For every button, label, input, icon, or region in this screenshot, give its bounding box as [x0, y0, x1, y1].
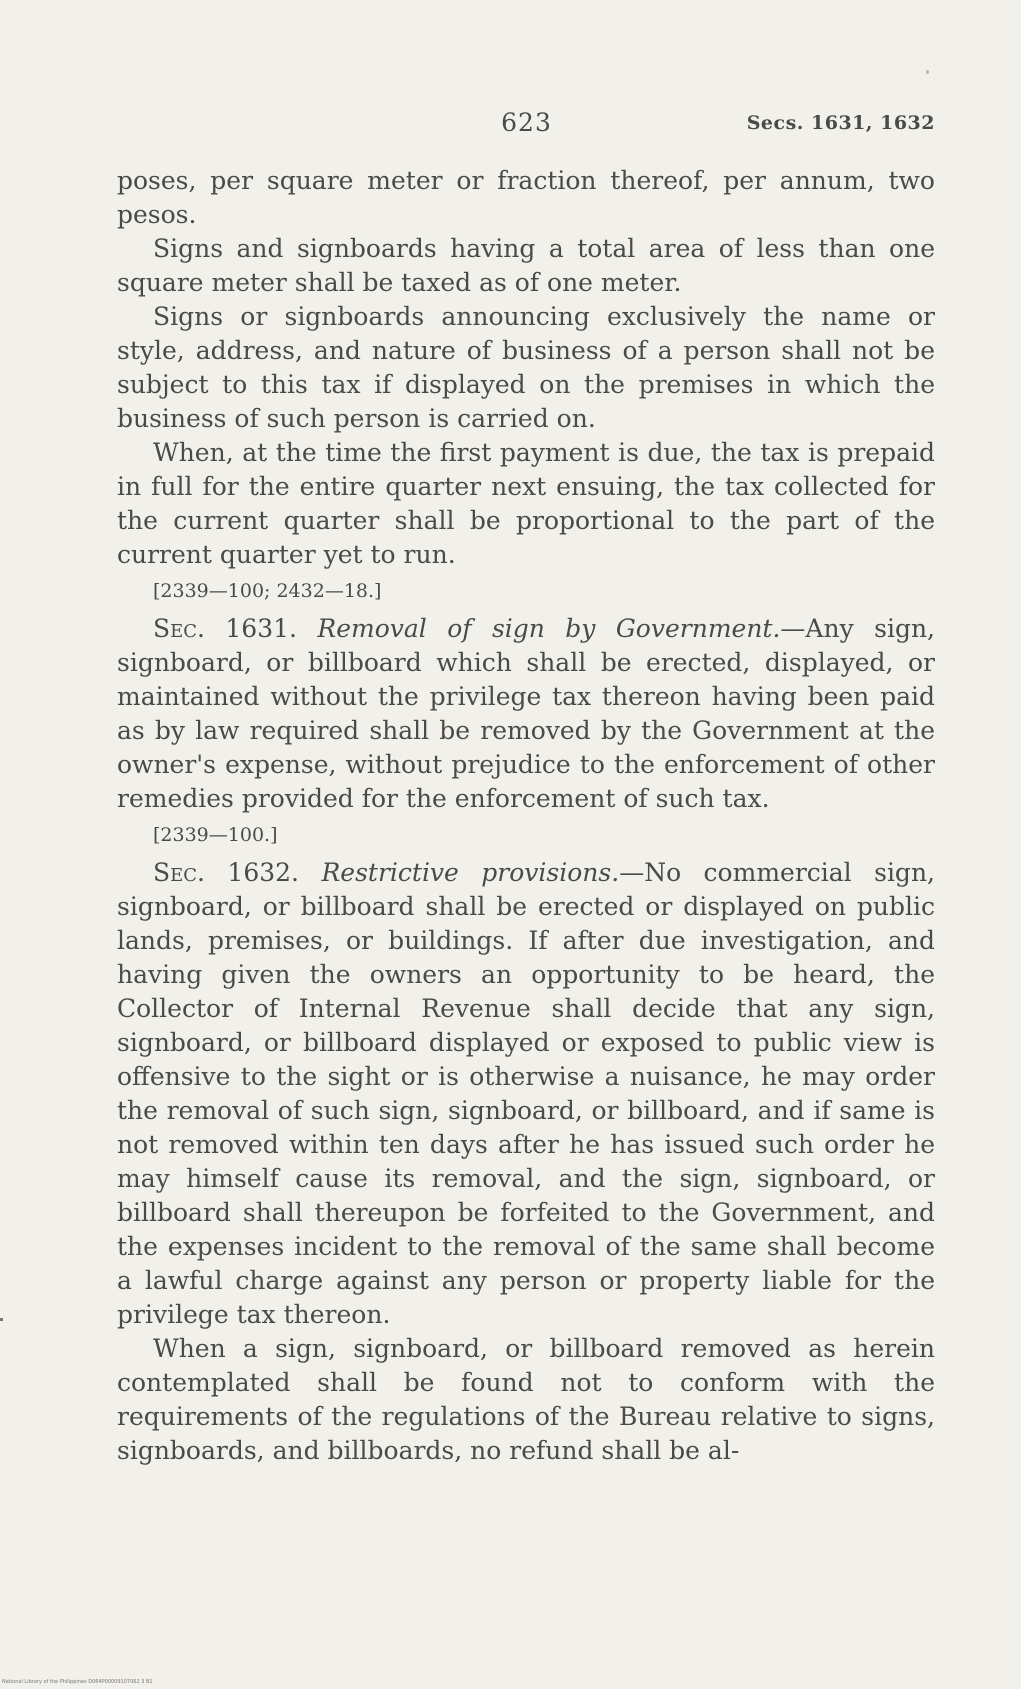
section-1632: [117, 856, 935, 1332]
citation: [2339—100; 2432—18.]: [153, 580, 382, 602]
paragraph: poses, per square meter or fraction thereof, per annum, two pesos.: [117, 166, 935, 229]
page-header: [118, 108, 935, 144]
citation: [2339—100.]: [153, 824, 278, 846]
section-title: Removal of sign by Government.: [317, 614, 781, 643]
section-label: Sec. 1631.: [153, 614, 297, 643]
section-reference: Secs. 1631, 1632: [746, 112, 935, 134]
section-body: —Any sign, signboard, or billboard which shall be erected, displayed, or maintained without the privilege tax thereon having been paid as by law required shall be removed by the Government at the owner's expense, without prejudice to the enforcement of other remedies provided for the enforcement of such tax.: [117, 614, 935, 813]
paragraph: Signs and signboards having a total area of less than one square meter shall be taxed as of one meter.: [117, 234, 935, 297]
paragraph: When, at the time the first payment is due, the tax is prepaid in full for the entire quarter next ensuing, the tax collected for the current quarter shall be proportional to the part of the current quarter yet to run.: [117, 438, 935, 569]
section-1631: [117, 612, 935, 816]
library-footer: National Library of the Philippines D064P00009107062 3 B1: [2, 1679, 153, 1685]
page-number: 623: [501, 108, 552, 137]
paragraph: When a sign, signboard, or billboard removed as herein contemplated shall be found not to conform with the requirements of the regulations of the Bureau relative to signs, signboards, and billboards, no refund shall be al-: [117, 1334, 935, 1465]
section-label: Sec. 1632.: [153, 858, 299, 887]
section-title: Restrictive provisions.: [321, 858, 620, 887]
section-body: —No commercial sign, signboard, or billboard shall be erected or displayed on public lands, premises, or buildings. If after due investigation, and having given the owners an opportunity to be heard, the Collector of Internal Revenue shall decide that any sign, signboard, or billboard displayed or exposed to public view is offensive to the sight or is otherwise a nuisance, he may order the removal of such sign, signboard, or billboard, and if same is not removed within ten days after he has issued such order he may himself cause its removal, and the sign, signboard, or billboard shall thereupon be forfeited to the Government, and the expenses incident to the removal of the same shall become a lawful charge against any person or property liable for the privilege tax thereon.: [117, 858, 935, 1329]
page-body: [117, 164, 935, 1468]
scan-speck: [926, 70, 929, 74]
scan-speck: [0, 1318, 3, 1321]
paragraph: Signs or signboards announcing exclusively the name or style, address, and nature of business of a person shall not be subject to this tax if displayed on the premises in which the business of such person is carried on.: [117, 302, 935, 433]
